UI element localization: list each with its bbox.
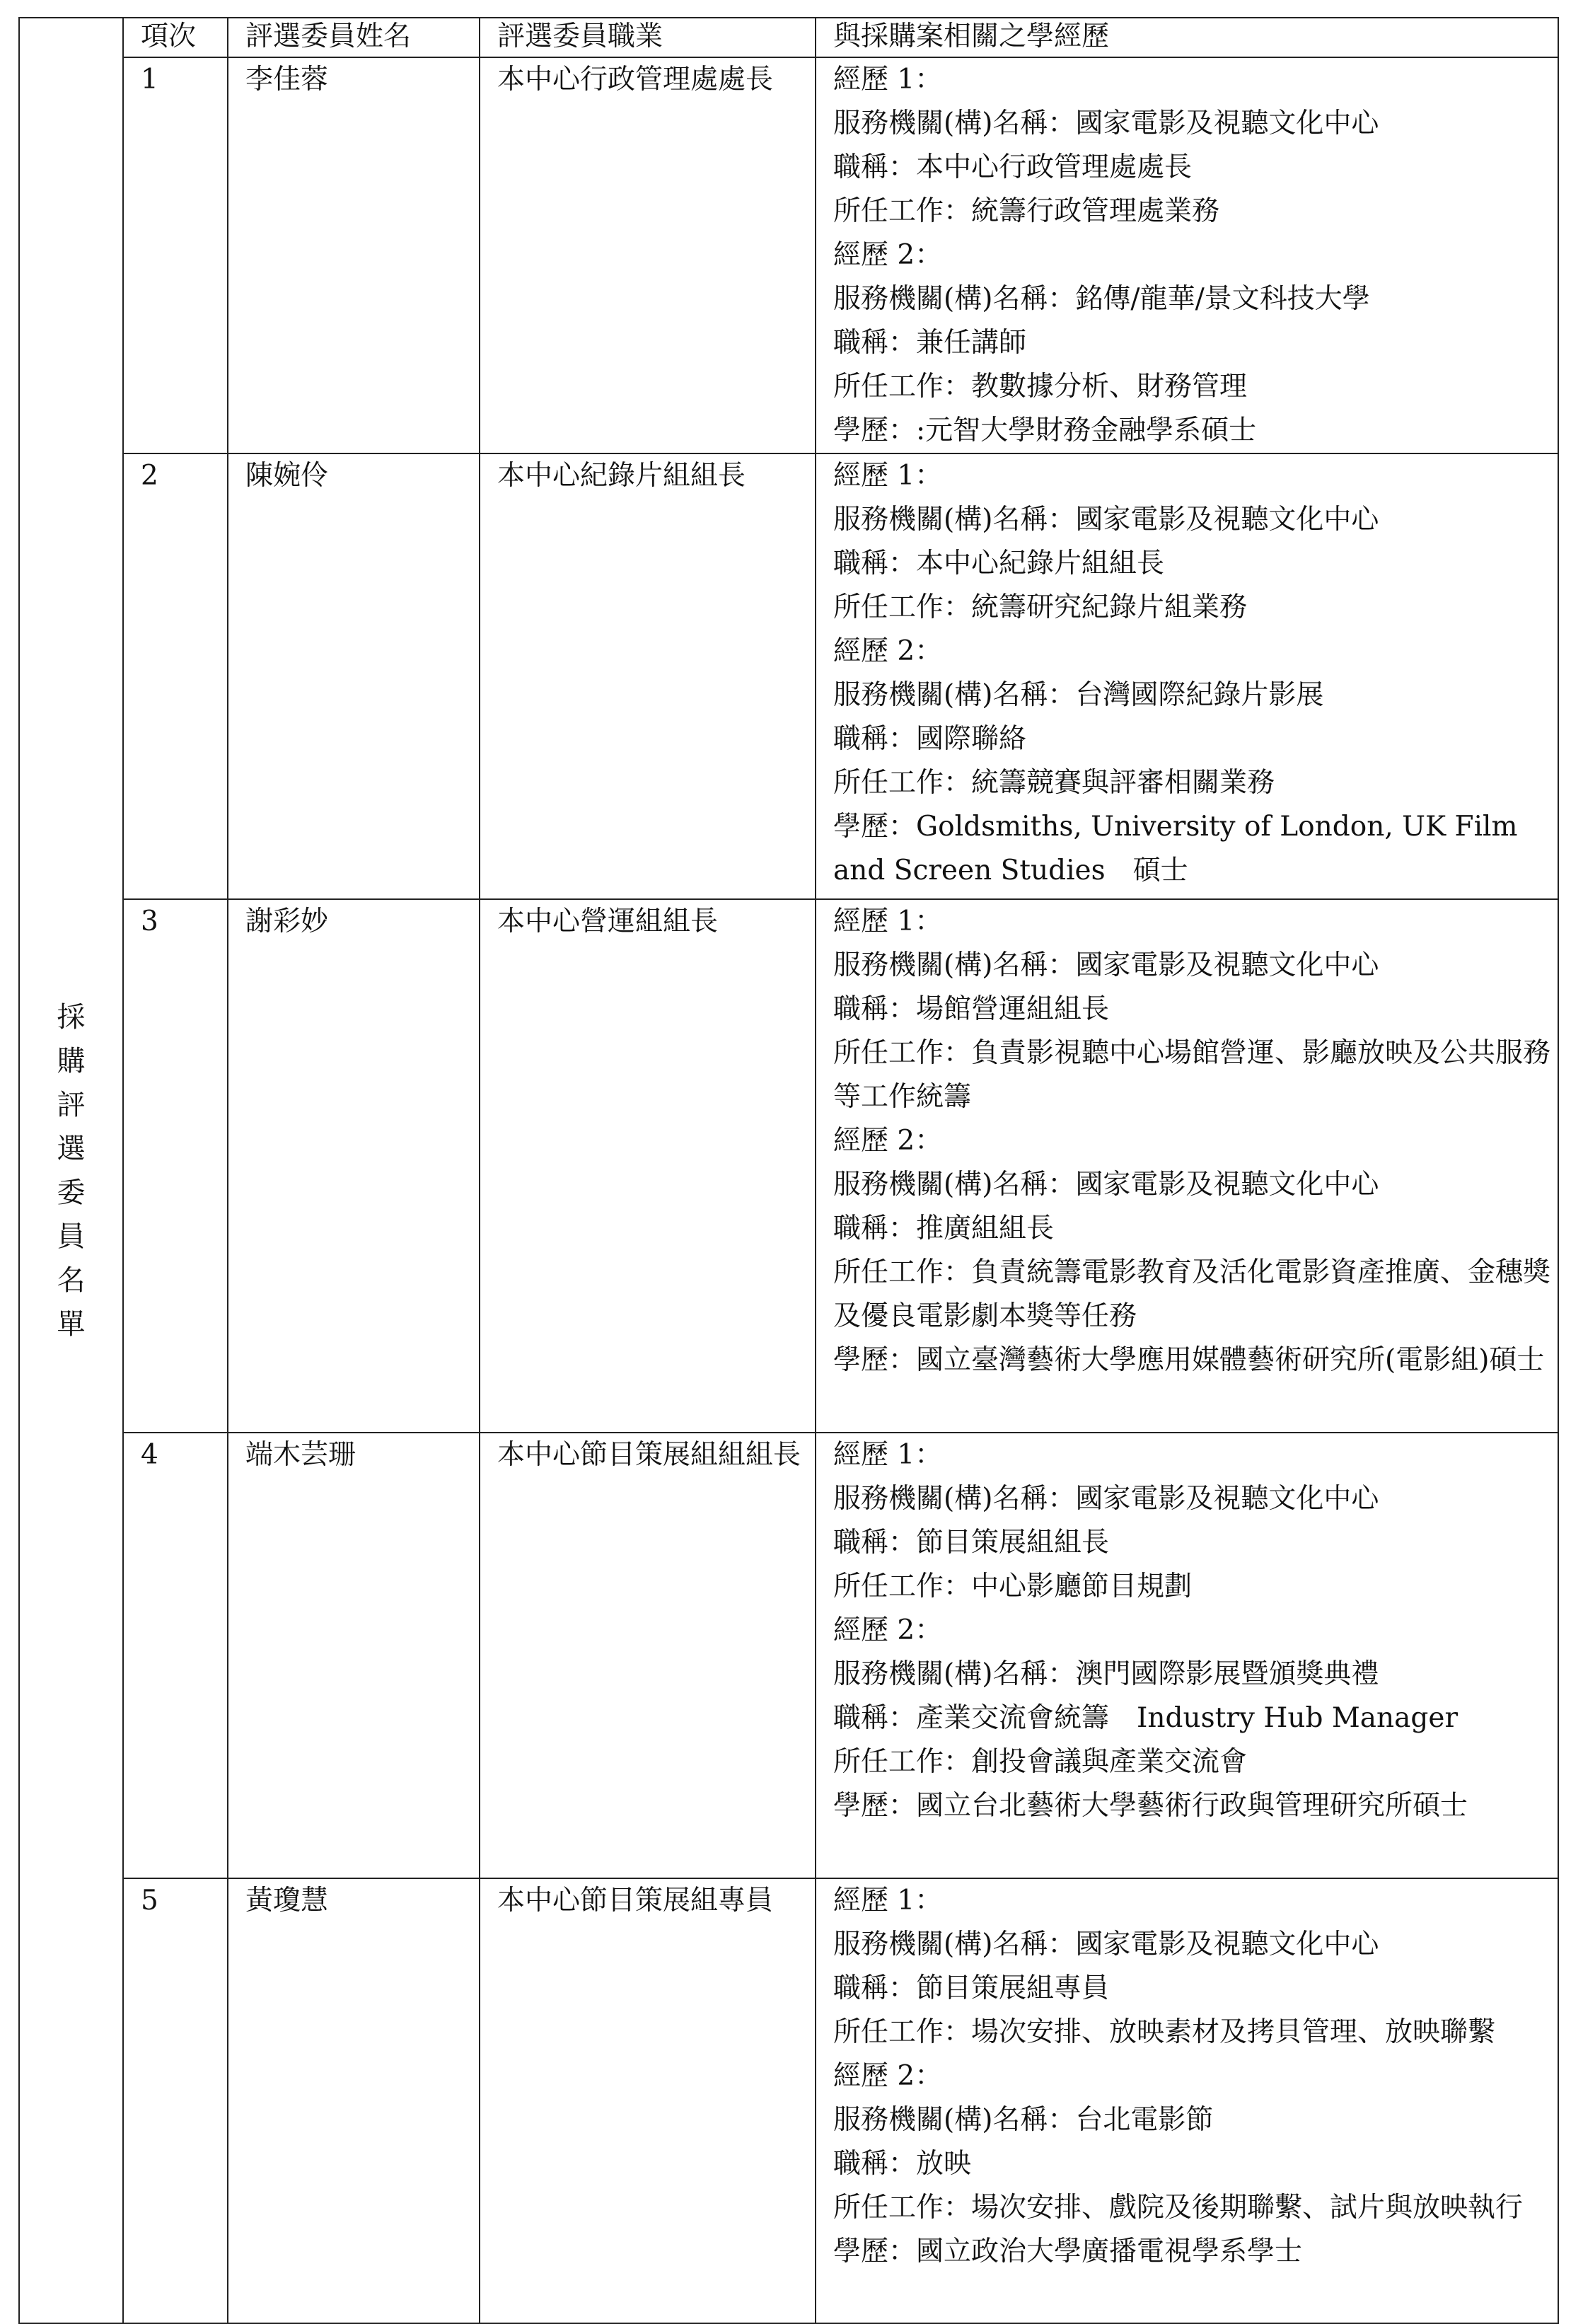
side-title-char: 選	[57, 1132, 86, 1165]
member-index: 4	[123, 1433, 228, 1878]
member-experience	[816, 899, 1558, 1433]
member-index: 3	[123, 899, 228, 1433]
member-index: 5	[123, 1878, 228, 2323]
member-experience	[816, 1433, 1558, 1878]
experience-line: 經歷 2：	[833, 239, 943, 271]
experience-line: 服務機關(構)名稱：銘傳/龍華/景文科技大學	[833, 283, 1370, 315]
member-name: 謝彩妙	[228, 899, 480, 1433]
experience-line: 職稱：本中心行政管理處處長	[833, 151, 1193, 183]
experience-line: 服務機關(構)名稱：國家電影及視聽文化中心	[833, 1169, 1379, 1201]
member-experience	[816, 453, 1558, 899]
member-occupation: 本中心紀錄片組組長	[480, 453, 816, 899]
experience-line: 所任工作：場次安排、戲院及後期聯繫、試片與放映執行	[833, 2192, 1524, 2224]
header-row	[19, 18, 1558, 57]
member-name: 陳婉伶	[228, 453, 480, 899]
member-index: 2	[123, 453, 228, 899]
experience-line: 所任工作：統籌競賽與評審相關業務	[833, 767, 1275, 799]
member-name: 黃瓊慧	[228, 1878, 480, 2323]
side-title-char: 採	[57, 1000, 86, 1034]
experience-line: 學歷：:元智大學財務金融學系碩士	[833, 415, 1257, 446]
experience-line: 經歷 1：	[833, 460, 943, 492]
experience-line: 學歷：國立臺灣藝術大學應用媒體藝術研究所(電影組)碩士	[833, 1344, 1545, 1376]
experience-line: 職稱：兼任講師	[833, 327, 1027, 359]
member-occupation: 本中心行政管理處處長	[480, 57, 816, 453]
header-experience: 與採購案相關之學經歷	[816, 18, 1558, 57]
experience-line: 服務機關(構)名稱：澳門國際影展暨頒獎典禮	[833, 1658, 1379, 1690]
experience-line: 職稱：產業交流會統籌 Industry Hub Manager	[833, 1702, 1459, 1734]
experience-line: 所任工作：統籌研究紀錄片組業務	[833, 591, 1248, 623]
member-experience	[816, 57, 1558, 453]
side-title-char: 評	[57, 1088, 86, 1121]
table-row	[19, 899, 1558, 1433]
side-title-char: 員	[57, 1220, 86, 1253]
experience-line: 經歷 1：	[833, 1885, 943, 1917]
experience-line: 職稱：國際聯絡	[833, 723, 1027, 755]
side-title-char: 單	[57, 1307, 86, 1341]
experience-line: 服務機關(構)名稱：國家電影及視聽文化中心	[833, 108, 1379, 139]
header-occupation: 評選委員職業	[480, 18, 816, 57]
experience-line: 所任工作：創投會議與產業交流會	[833, 1746, 1248, 1778]
experience-line: 經歷 2：	[833, 2060, 943, 2092]
side-title-char: 購	[57, 1044, 86, 1077]
experience-line: 經歷 1：	[833, 64, 943, 96]
experience-line: 職稱：節目策展組組長	[833, 1527, 1110, 1559]
experience-line: 經歷 2：	[833, 635, 943, 667]
header-index: 項次	[123, 18, 228, 57]
experience-line: 經歷 1：	[833, 1439, 943, 1471]
experience-line: 所任工作：負責影視聽中心場館營運、影廳放映及公共服務等工作統籌	[833, 1037, 1551, 1113]
member-name: 李佳蓉	[228, 57, 480, 453]
side-title-char: 委	[57, 1176, 86, 1209]
experience-line: 服務機關(構)名稱：國家電影及視聽文化中心	[833, 504, 1379, 536]
experience-line: 服務機關(構)名稱：國家電影及視聽文化中心	[833, 1483, 1379, 1515]
experience-line: 所任工作：負責統籌電影教育及活化電影資產推廣、金穗獎及優良電影劇本獎等任務	[833, 1256, 1551, 1332]
experience-line: 職稱：放映	[833, 2148, 972, 2180]
member-index: 1	[123, 57, 228, 453]
header-name: 評選委員姓名	[228, 18, 480, 57]
committee-roster-table	[18, 17, 1559, 2324]
member-experience	[816, 1878, 1558, 2323]
experience-line: 職稱：節目策展組專員	[833, 1972, 1110, 2004]
member-occupation: 本中心節目策展組專員	[480, 1878, 816, 2323]
experience-line: 學歷：國立政治大學廣播電視學系學士	[833, 2236, 1303, 2267]
experience-line: 職稱：推廣組組長	[833, 1213, 1055, 1244]
experience-line: 服務機關(構)名稱：國家電影及視聽文化中心	[833, 949, 1379, 981]
member-occupation: 本中心營運組組長	[480, 899, 816, 1433]
experience-line: 職稱：場館營運組組長	[833, 993, 1110, 1025]
side-title	[20, 995, 122, 1346]
member-occupation: 本中心節目策展組組組長	[480, 1433, 816, 1878]
experience-line: 職稱：本中心紀錄片組組長	[833, 548, 1165, 579]
experience-line: 服務機關(構)名稱：國家電影及視聽文化中心	[833, 1929, 1379, 1960]
roster-body	[19, 18, 1558, 2323]
experience-line: 所任工作：教數據分析、財務管理	[833, 371, 1248, 403]
experience-line: 經歷 2：	[833, 1614, 943, 1646]
experience-line: 所任工作：統籌行政管理處業務	[833, 195, 1220, 227]
experience-line: 學歷：Goldsmiths, University of London, UK Film and Screen Studies 碩士	[833, 811, 1518, 886]
experience-line: 服務機關(構)名稱：台灣國際紀錄片影展	[833, 679, 1324, 711]
experience-line: 經歷 1：	[833, 906, 943, 937]
experience-line: 經歷 2：	[833, 1125, 943, 1157]
member-name: 端木芸珊	[228, 1433, 480, 1878]
experience-line: 學歷：國立台北藝術大學藝術行政與管理研究所碩士	[833, 1790, 1468, 1822]
table-row	[19, 57, 1558, 453]
side-title-cell	[19, 18, 123, 2323]
experience-line: 所任工作：中心影廳節目規劃	[833, 1571, 1193, 1602]
experience-line: 服務機關(構)名稱：台北電影節	[833, 2104, 1214, 2136]
table-row	[19, 1433, 1558, 1878]
table-row	[19, 1878, 1558, 2323]
side-title-char: 名	[57, 1264, 86, 1297]
table-row	[19, 453, 1558, 899]
experience-line: 所任工作：場次安排、放映素材及拷貝管理、放映聯繫	[833, 2016, 1496, 2048]
